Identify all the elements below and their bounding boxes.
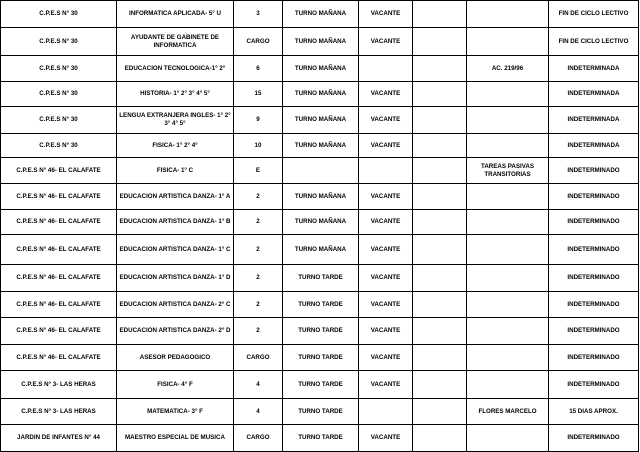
table-row	[1, 184, 639, 210]
duration-cell: INDETERMINADA	[549, 134, 639, 158]
status-cell: VACANTE	[359, 134, 413, 158]
table-row	[1, 1, 639, 28]
note-cell	[467, 425, 549, 452]
status-cell	[359, 399, 413, 425]
note-cell	[467, 345, 549, 371]
status-cell	[359, 56, 413, 82]
note-cell	[467, 28, 549, 56]
table-row	[1, 318, 639, 345]
hours-cell: 2	[234, 235, 283, 265]
duration-cell: INDETERMINADO	[549, 265, 639, 292]
duration-cell: INDETERMINADA	[549, 56, 639, 82]
status-cell: VACANTE	[359, 107, 413, 134]
status-cell: VACANTE	[359, 371, 413, 399]
table-row	[1, 425, 639, 452]
duration-cell: INDETERMINADO	[549, 425, 639, 452]
extra-cell	[413, 107, 467, 134]
school-cell: C.P.E.S N° 46- EL CALAFATE	[1, 184, 117, 210]
extra-cell	[413, 82, 467, 107]
table-row	[1, 82, 639, 107]
hours-cell: CARGO	[234, 425, 283, 452]
duration-cell: INDETERMINADO	[549, 345, 639, 371]
extra-cell	[413, 28, 467, 56]
subject-cell: LENGUA EXTRANJERA INGLES- 1° 2° 3° 4° 5°	[117, 107, 234, 134]
status-cell: VACANTE	[359, 425, 413, 452]
duration-cell: INDETERMINADA	[549, 107, 639, 134]
status-cell: VACANTE	[359, 28, 413, 56]
status-cell: VACANTE	[359, 82, 413, 107]
school-cell: C.P.E.S N° 30	[1, 82, 117, 107]
table-row	[1, 265, 639, 292]
extra-cell	[413, 318, 467, 345]
status-cell: VACANTE	[359, 1, 413, 28]
shift-cell: TURNO MAÑANA	[283, 82, 359, 107]
status-cell: VACANTE	[359, 318, 413, 345]
school-cell: C.P.E.S N° 30	[1, 107, 117, 134]
duration-cell: INDETERMINADO	[549, 318, 639, 345]
status-cell: VACANTE	[359, 292, 413, 318]
extra-cell	[413, 1, 467, 28]
hours-cell: 6	[234, 56, 283, 82]
table-row	[1, 235, 639, 265]
shift-cell: TURNO TARDE	[283, 265, 359, 292]
extra-cell	[413, 371, 467, 399]
hours-cell: 2	[234, 210, 283, 235]
note-cell	[467, 134, 549, 158]
note-cell	[467, 318, 549, 345]
note-cell	[467, 292, 549, 318]
duration-cell: INDETERMINADO	[549, 158, 639, 184]
shift-cell: TURNO TARDE	[283, 345, 359, 371]
extra-cell	[413, 184, 467, 210]
table-row	[1, 158, 639, 184]
hours-cell: 15	[234, 82, 283, 107]
hours-cell: E	[234, 158, 283, 184]
subject-cell: EDUCACION ARTISTICA DANZA- 1° C	[117, 235, 234, 265]
school-cell: C.P.E.S N° 3- LAS HERAS	[1, 371, 117, 399]
subject-cell: ASESOR PEDAGOGICO	[117, 345, 234, 371]
hours-cell: 9	[234, 107, 283, 134]
hours-cell: 3	[234, 1, 283, 28]
status-cell: VACANTE	[359, 235, 413, 265]
note-cell	[467, 265, 549, 292]
school-cell: C.P.E.S N° 30	[1, 1, 117, 28]
shift-cell: TURNO TARDE	[283, 371, 359, 399]
table-row	[1, 56, 639, 82]
shift-cell: TURNO TARDE	[283, 425, 359, 452]
hours-cell: 2	[234, 265, 283, 292]
shift-cell: TURNO MAÑANA	[283, 56, 359, 82]
hours-cell: CARGO	[234, 345, 283, 371]
duration-cell: INDETERMINADO	[549, 210, 639, 235]
extra-cell	[413, 235, 467, 265]
school-cell: C.P.E.S N° 46- EL CALAFATE	[1, 235, 117, 265]
subject-cell: FISICA- 4° F	[117, 371, 234, 399]
note-cell	[467, 82, 549, 107]
note-cell: AC. 219/96	[467, 56, 549, 82]
note-cell	[467, 1, 549, 28]
extra-cell	[413, 425, 467, 452]
shift-cell: TURNO TARDE	[283, 292, 359, 318]
note-cell	[467, 107, 549, 134]
table-row	[1, 371, 639, 399]
school-cell: C.P.E.S N° 30	[1, 56, 117, 82]
shift-cell: TURNO MAÑANA	[283, 235, 359, 265]
subject-cell: FISICA- 1° C	[117, 158, 234, 184]
school-cell: C.P.E.S N° 30	[1, 134, 117, 158]
school-cell: C.P.E.S N° 46- EL CALAFATE	[1, 265, 117, 292]
shift-cell	[283, 158, 359, 184]
duration-cell: FIN DE CICLO LECTIVO	[549, 28, 639, 56]
subject-cell: INFORMATICA APLICADA- 5° U	[117, 1, 234, 28]
hours-cell: 2	[234, 184, 283, 210]
hours-cell: 4	[234, 399, 283, 425]
status-cell: VACANTE	[359, 265, 413, 292]
table-body	[1, 1, 639, 452]
duration-cell: INDETERMINADO	[549, 184, 639, 210]
duration-cell: INDETERMINADO	[549, 371, 639, 399]
note-cell	[467, 371, 549, 399]
subject-cell: EDUCACION ARTISTICA DANZA- 1° B	[117, 210, 234, 235]
subject-cell: EDUCACION ARTISTICA DANZA- 1° A	[117, 184, 234, 210]
shift-cell: TURNO MAÑANA	[283, 28, 359, 56]
note-cell: FLORES MARCELO	[467, 399, 549, 425]
subject-cell: MAESTRO ESPECIAL DE MUSICA	[117, 425, 234, 452]
hours-cell: 2	[234, 292, 283, 318]
table-row	[1, 210, 639, 235]
school-cell: C.P.E.S N° 46- EL CALAFATE	[1, 318, 117, 345]
duration-cell: FIN DE CICLO LECTIVO	[549, 1, 639, 28]
shift-cell: TURNO TARDE	[283, 399, 359, 425]
subject-cell: AYUDANTE DE GABINETE DE INFORMATICA	[117, 28, 234, 56]
subject-cell: HISTORIA- 1° 2° 3° 4° 5°	[117, 82, 234, 107]
subject-cell: MATEMATICA- 3° F	[117, 399, 234, 425]
school-cell: C.P.E.S N° 3- LAS HERAS	[1, 399, 117, 425]
duration-cell: INDETERMINADO	[549, 292, 639, 318]
status-cell	[359, 158, 413, 184]
shift-cell: TURNO MAÑANA	[283, 107, 359, 134]
subject-cell: EDUCACION ARTISTICA DANZA- 1° D	[117, 265, 234, 292]
table-row	[1, 292, 639, 318]
duration-cell: INDETERMINADA	[549, 82, 639, 107]
extra-cell	[413, 399, 467, 425]
extra-cell	[413, 265, 467, 292]
subject-cell: EDUCACION ARTISTICA DANZA- 2° C	[117, 292, 234, 318]
extra-cell	[413, 345, 467, 371]
hours-cell: CARGO	[234, 28, 283, 56]
school-cell: JARDIN DE INFANTES N° 44	[1, 425, 117, 452]
table-row	[1, 28, 639, 56]
shift-cell: TURNO MAÑANA	[283, 184, 359, 210]
extra-cell	[413, 134, 467, 158]
note-cell	[467, 235, 549, 265]
school-cell: C.P.E.S N° 46- EL CALAFATE	[1, 210, 117, 235]
shift-cell: TURNO MAÑANA	[283, 1, 359, 28]
table-row	[1, 399, 639, 425]
table-row	[1, 345, 639, 371]
note-cell	[467, 210, 549, 235]
extra-cell	[413, 158, 467, 184]
hours-cell: 4	[234, 371, 283, 399]
extra-cell	[413, 56, 467, 82]
note-cell: TAREAS PASIVAS TRANSITORIAS	[467, 158, 549, 184]
subject-cell: EDUCACION ARTISTICA DANZA- 2° D	[117, 318, 234, 345]
hours-cell: 2	[234, 318, 283, 345]
shift-cell: TURNO MAÑANA	[283, 134, 359, 158]
status-cell: VACANTE	[359, 184, 413, 210]
table-row	[1, 107, 639, 134]
duration-cell: 15 DIAS APROX.	[549, 399, 639, 425]
extra-cell	[413, 210, 467, 235]
note-cell	[467, 184, 549, 210]
duration-cell: INDETERMINADO	[549, 235, 639, 265]
shift-cell: TURNO MAÑANA	[283, 210, 359, 235]
hours-cell: 10	[234, 134, 283, 158]
status-cell: VACANTE	[359, 210, 413, 235]
school-cell: C.P.E.S N° 46- EL CALAFATE	[1, 158, 117, 184]
shift-cell: TURNO TARDE	[283, 318, 359, 345]
table-row	[1, 134, 639, 158]
school-cell: C.P.E.S N° 46- EL CALAFATE	[1, 292, 117, 318]
subject-cell: EDUCACION TECNOLOGICA-1° 2°	[117, 56, 234, 82]
status-cell: VACANTE	[359, 345, 413, 371]
school-cell: C.P.E.S N° 30	[1, 28, 117, 56]
school-cell: C.P.E.S N° 46- EL CALAFATE	[1, 345, 117, 371]
subject-cell: FISICA- 1° 2° 4°	[117, 134, 234, 158]
extra-cell	[413, 292, 467, 318]
